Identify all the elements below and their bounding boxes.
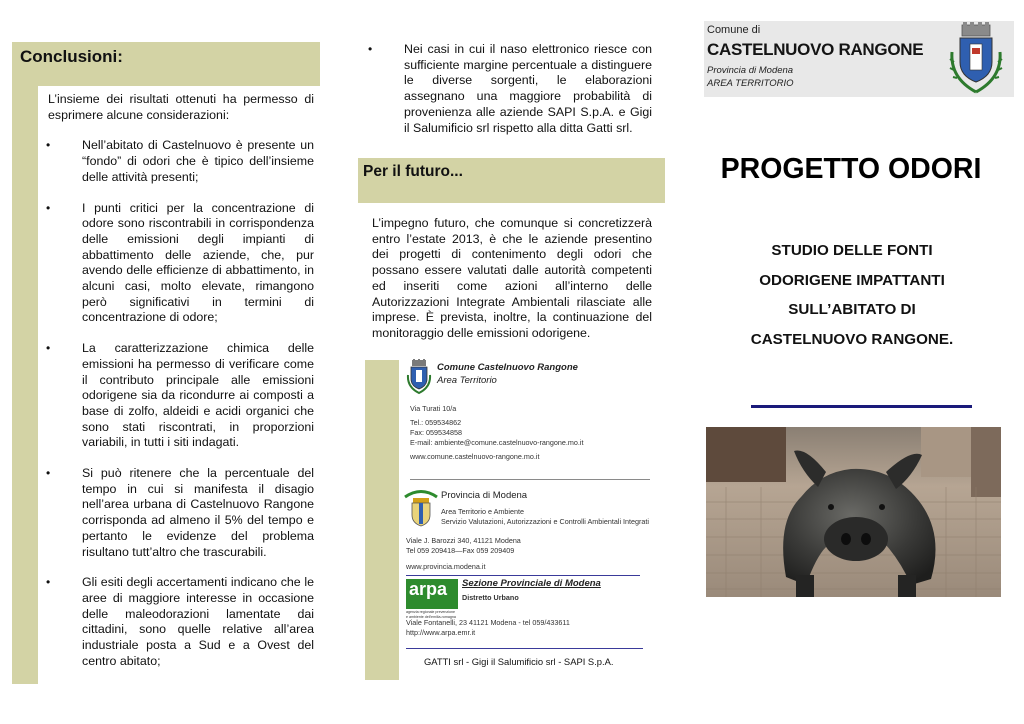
area-label: AREA TERRITORIO <box>707 78 794 89</box>
future-body: L’impegno futuro, che comunque si concretizzerà entro l’estate 2013, è che le aziende presentino dei progetti di contenimento degli odori che possano essere valutati dalle autorità competenti ed inseriti come azioni all’interno delle Autorizzazioni Integrate Ambientali rilasciate alle imprese. È prevista, inoltre, la continuazione del monitoraggio delle emissioni odorigene. <box>372 216 652 340</box>
divider <box>410 479 650 480</box>
conclusions-intro: L’insieme dei risultati ottenuti ha permesso di esprimere alcune considerazioni: <box>48 92 314 122</box>
provincia-crest-icon <box>403 488 439 528</box>
list-item: • La caratterizzazione chimica delle emissioni ha permesso di verificare come il contributo principale alle emissioni odorigene sia da ricondurre ai composti a base di zolfo, aldeidi e acidi organici che sono stati riscontrati, in proporzioni variabili, in tutti i siti indagati. <box>46 341 314 450</box>
arpa-section: Sezione Provinciale di Modena <box>462 578 601 589</box>
continued-list <box>370 42 652 151</box>
bullet-icon: • <box>46 341 51 356</box>
subtitle-line: STUDIO DELLE FONTI <box>771 242 933 259</box>
comune-tel: Tel.: 059534862 <box>410 418 462 427</box>
arpa-logo-text: arpa <box>409 579 448 599</box>
companies-footer: GATTI srl - Gigi il Salumificio srl - SAPI S.p.A. <box>424 656 614 667</box>
provincia-name: Provincia di Modena <box>441 490 528 501</box>
comune-address: Via Turati 10/a <box>410 404 457 413</box>
provincia-contact-details <box>406 536 521 572</box>
left-accent-strip <box>12 42 38 684</box>
list-item: • Si può ritenere che la percentuale del tempo in cui si manifesta il disagio nell’area urbana di Castelnuovo Rangone corrisponda ad almeno il 5% del tempo e pertanto le evidenze del problema risultano tutt’altro che trascurabili. <box>46 466 314 559</box>
comune-contact-details <box>410 404 584 462</box>
comune-email[interactable]: E-mail: ambiente@comune.castelnuovo-rangone.mo.it <box>410 438 584 447</box>
future-heading: Per il futuro... <box>363 163 463 180</box>
document-title: PROGETTO ODORI <box>720 153 982 185</box>
divider <box>406 648 643 649</box>
list-item: • Gli esiti degli accertamenti indicano che le aree di maggiore interesse in occasione delle maleodorazioni lamentate dai cittadini, sono quelle relative all’area industriale posta a Sud e a Ovest del centro abitato; <box>46 575 314 668</box>
document-subtitle <box>712 236 992 354</box>
list-item: • Nei casi in cui il naso elettronico riesce con sufficiente margine percentuale a distinguere le diverse sorgenti, le elaborazioni assegnano una maggiore probabilità di provenienza alle aziende SAPI S.p.A. e Gigi il Salumificio srl rispetto alla ditta Gatti srl. <box>368 42 652 135</box>
comune-contact-name: Comune Castelnuovo Rangone <box>437 362 578 373</box>
contacts-accent-strip <box>365 360 399 680</box>
comune-website[interactable]: www.comune.castelnuovo-rangone.mo.it <box>410 452 540 461</box>
province-label: Provincia di Modena <box>707 65 794 76</box>
conclusions-header-band <box>12 42 320 86</box>
arpa-contact-header <box>462 579 601 603</box>
future-header-band <box>358 158 665 203</box>
provincia-contact-header <box>441 491 649 527</box>
subtitle-line: ODORIGENE IMPATTANTI <box>759 271 945 289</box>
list-item: • Nell’abitato di Castelnuovo è presente un “fondo” di odori che è tipico dell’insieme delle attività presenti; <box>46 138 314 184</box>
comune-di-label: Comune di <box>707 24 761 36</box>
subtitle-line: CASTELNUOVO RANGONE. <box>750 330 954 348</box>
divider <box>406 575 640 576</box>
bullet-icon: • <box>46 138 51 153</box>
comune-fax: Fax: 059534858 <box>410 428 462 437</box>
arpa-website[interactable]: http://www.arpa.emr.it <box>406 628 476 637</box>
comune-contact-header <box>437 363 578 386</box>
provincia-address: Viale J. Barozzi 340, 41121 Modena <box>406 536 521 545</box>
provincia-website[interactable]: www.provincia.modena.it <box>406 562 486 571</box>
bullet-icon: • <box>368 42 373 56</box>
title-divider <box>751 405 972 408</box>
conclusions-heading: Conclusioni: <box>20 47 123 66</box>
comune-crest-icon <box>405 359 433 395</box>
provincia-tel: Tel 059 209418—Fax 059 209409 <box>406 546 515 555</box>
provincia-dept1: Area Territorio e Ambiente <box>441 507 524 516</box>
town-name: CASTELNUOVO RANGONE <box>707 40 924 59</box>
conclusions-list <box>48 138 314 669</box>
bullet-icon: • <box>46 466 51 481</box>
provincia-dept2: Servizio Valutazioni, Autorizzazioni e Controlli Ambientali Integrati <box>441 517 650 526</box>
conclusions-body <box>48 92 314 685</box>
bullet-icon: • <box>46 575 51 590</box>
castelnuovo-crest-icon <box>946 22 1006 96</box>
arpa-address: Viale Fontanelli, 23 41121 Modena - tel 059/433611 <box>406 618 570 627</box>
subtitle-line: SULL’ABITATO DI <box>788 301 916 318</box>
arpa-logo <box>406 579 458 609</box>
comune-contact-dept: Area Territorio <box>437 375 497 386</box>
cover-photo-pig-statue <box>706 427 1001 597</box>
list-item: • I punti critici per la concentrazione di odore sono riscontrabili in corrispondenza delle emissioni degli impianti di abbattimento delle aziende, che, pur avendo delle efficienze di abbattimento, in alcuni casi, molto elevate, rimangono però significativi in termini di concentrazione di odore; <box>46 200 314 325</box>
arpa-district: Distretto Urbano <box>462 593 519 602</box>
bullet-icon: • <box>46 200 51 215</box>
arpa-contact-details <box>406 618 570 638</box>
arpa-logo-subtitle: agenzia regionale prevenzione e ambiente dell'emilia-romagna <box>406 610 456 619</box>
